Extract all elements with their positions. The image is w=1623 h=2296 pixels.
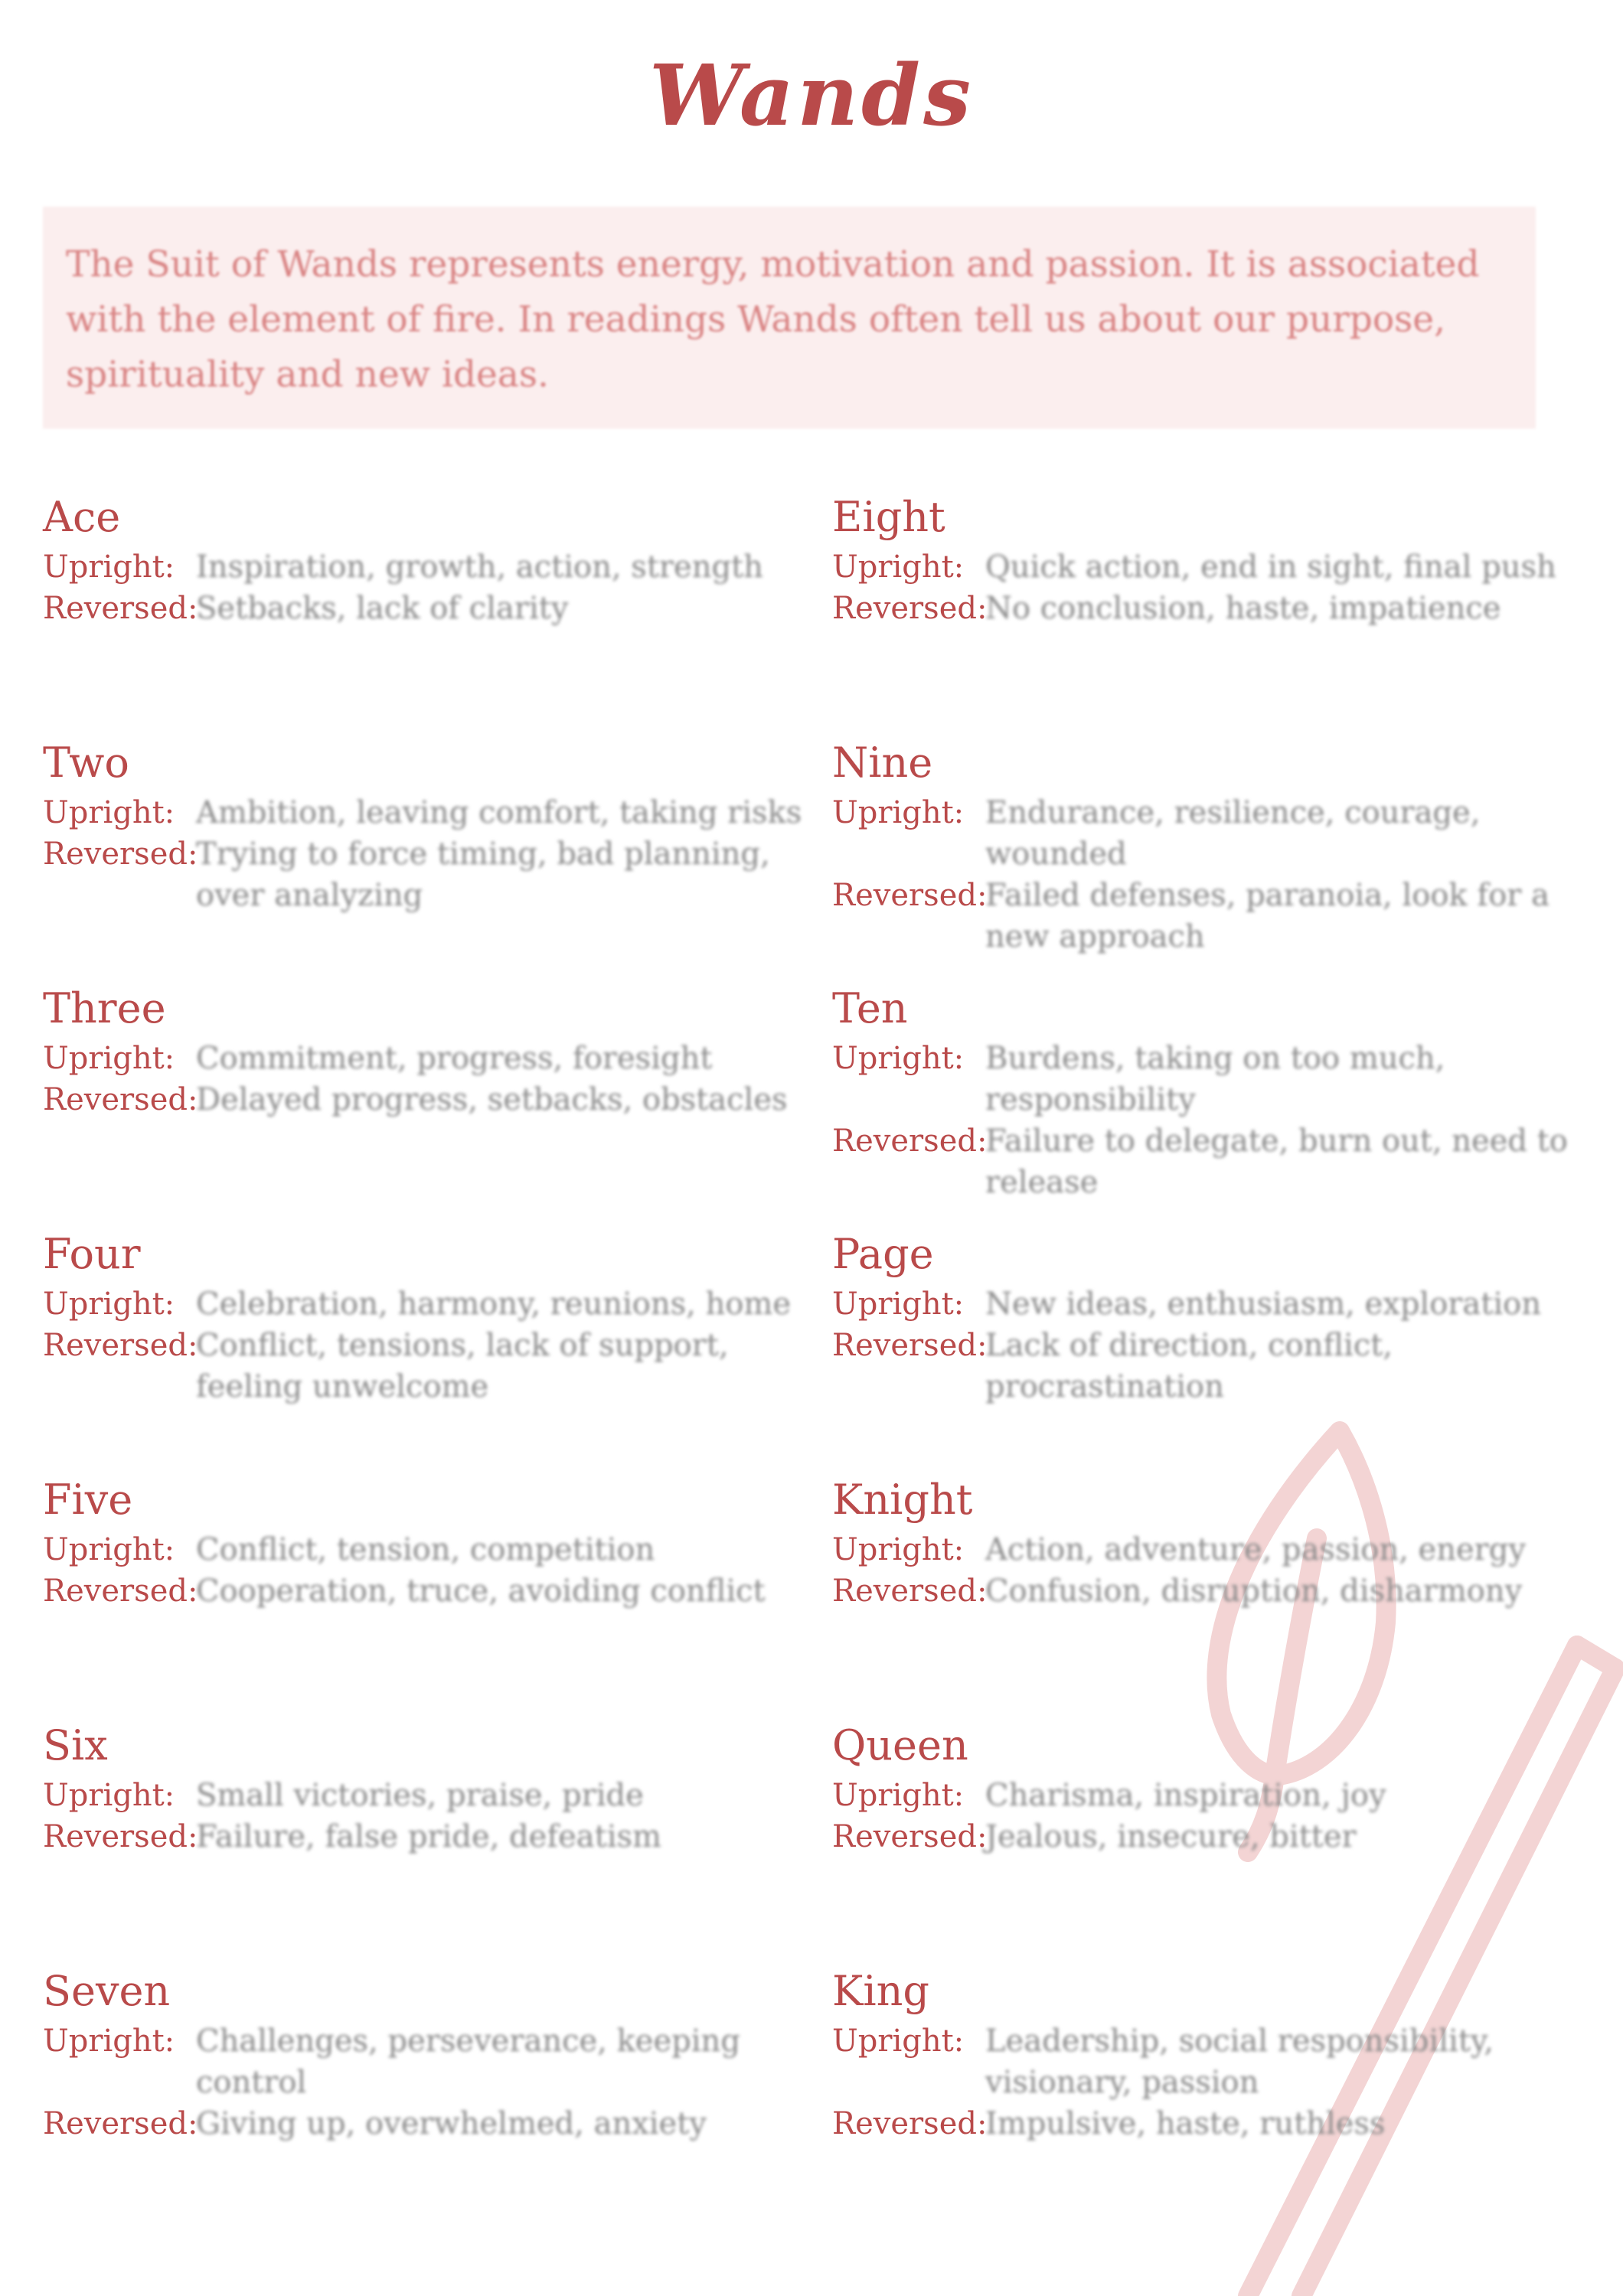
reversed-meaning: Jealous, insecure, bitter <box>985 1819 1357 1854</box>
card-name: King <box>832 1967 929 2015</box>
reversed-row <box>832 588 1605 629</box>
reversed-meaning: No conclusion, haste, impatience <box>985 591 1501 626</box>
reversed-label: Reversed: <box>832 2106 988 2141</box>
card-nine <box>832 735 1605 981</box>
card-four <box>43 1227 808 1473</box>
card-name: Five <box>43 1476 133 1524</box>
card-name: Four <box>43 1230 141 1278</box>
upright-row <box>43 1775 808 1816</box>
upright-row <box>43 1038 808 1079</box>
reversed-label: Reversed: <box>43 2106 198 2141</box>
upright-meaning: Leadership, social responsibility, visionary, passion <box>985 2024 1494 2100</box>
reversed-row <box>43 1816 808 1857</box>
upright-label: Upright: <box>832 2024 965 2059</box>
reversed-label: Reversed: <box>43 1082 198 1117</box>
reversed-meaning: Giving up, overwhelmed, anxiety <box>196 2106 707 2141</box>
card-queen <box>832 1718 1605 1964</box>
upright-row <box>832 1529 1605 1570</box>
card-name: Eight <box>832 493 945 541</box>
upright-row <box>43 792 808 833</box>
card-ten <box>832 981 1605 1227</box>
reversed-label: Reversed: <box>43 1819 198 1854</box>
upright-label: Upright: <box>832 1287 965 1322</box>
suit-description: The Suit of Wands represents energy, motivation and passion. It is associated with the element of fire. In readings Wands often tell us about our purpose, spirituality and new ideas. <box>43 207 1536 429</box>
upright-meaning: Challenges, perseverance, keeping control <box>196 2024 740 2100</box>
page-title: Wands <box>648 46 975 145</box>
reversed-meaning: Failed defenses, paranoia, look for a new approach <box>985 878 1550 954</box>
card-name: Two <box>43 739 129 787</box>
reversed-meaning: Failure, false pride, defeatism <box>196 1819 661 1854</box>
card-name: Queen <box>832 1721 968 1769</box>
card-name: Six <box>43 1721 108 1769</box>
upright-label: Upright: <box>832 1532 965 1567</box>
card-name: Nine <box>832 739 933 787</box>
card-two <box>43 735 808 981</box>
right-card-column <box>832 490 1605 2210</box>
reversed-row <box>43 1079 808 1120</box>
upright-label: Upright: <box>832 795 965 830</box>
upright-row <box>832 792 1605 875</box>
reversed-row <box>43 1570 808 1612</box>
reversed-row <box>43 2103 808 2144</box>
card-six <box>43 1718 808 1964</box>
upright-meaning: Commitment, progress, foresight <box>196 1041 713 1076</box>
card-name: Knight <box>832 1476 973 1524</box>
reversed-meaning: Cooperation, truce, avoiding conflict <box>196 1574 766 1609</box>
card-ace <box>43 490 808 735</box>
upright-meaning: Burdens, taking on too much, responsibility <box>985 1041 1445 1117</box>
reversed-meaning: Delayed progress, setbacks, obstacles <box>196 1082 788 1117</box>
reversed-label: Reversed: <box>43 591 198 626</box>
upright-meaning: Charisma, inspiration, joy <box>985 1778 1386 1813</box>
upright-meaning: Small victories, praise, pride <box>196 1778 644 1813</box>
reversed-row <box>43 1325 808 1407</box>
reversed-row <box>832 875 1605 957</box>
upright-row <box>43 1283 808 1325</box>
upright-label: Upright: <box>43 1532 175 1567</box>
upright-label: Upright: <box>43 1041 175 1076</box>
reversed-row <box>832 2103 1605 2144</box>
reversed-meaning: Failure to delegate, burn out, need to release <box>985 1124 1568 1200</box>
card-name: Page <box>832 1230 934 1278</box>
card-name: Ten <box>832 984 908 1032</box>
reversed-row <box>832 1120 1605 1203</box>
upright-label: Upright: <box>43 1287 175 1322</box>
reversed-label: Reversed: <box>832 878 988 913</box>
upright-label: Upright: <box>832 1041 965 1076</box>
reversed-row <box>832 1570 1605 1612</box>
card-three <box>43 981 808 1227</box>
reversed-label: Reversed: <box>43 837 198 872</box>
upright-label: Upright: <box>43 2024 175 2059</box>
upright-meaning: Endurance, resilience, courage, wounded <box>985 795 1481 872</box>
upright-meaning: Inspiration, growth, action, strength <box>196 550 763 585</box>
card-name: Ace <box>43 493 121 541</box>
reversed-label: Reversed: <box>43 1328 198 1363</box>
reversed-row <box>43 833 808 916</box>
reversed-row <box>43 588 808 629</box>
card-seven <box>43 1964 808 2210</box>
reversed-label: Reversed: <box>43 1574 198 1609</box>
upright-meaning: Conflict, tension, competition <box>196 1532 655 1567</box>
card-name: Three <box>43 984 166 1032</box>
upright-meaning: Quick action, end in sight, final push <box>985 550 1556 585</box>
left-card-column <box>43 490 808 2210</box>
card-king <box>832 1964 1605 2210</box>
card-eight <box>832 490 1605 735</box>
reversed-label: Reversed: <box>832 591 988 626</box>
reversed-meaning: Trying to force timing, bad planning, over analyzing <box>196 837 770 913</box>
upright-meaning: Action, adventure, passion, energy <box>985 1532 1526 1567</box>
upright-row <box>43 1529 808 1570</box>
upright-meaning: Ambition, leaving comfort, taking risks <box>196 795 802 830</box>
card-page <box>832 1227 1605 1473</box>
reversed-meaning: Setbacks, lack of clarity <box>196 591 569 626</box>
upright-label: Upright: <box>43 795 175 830</box>
upright-row <box>832 1283 1605 1325</box>
upright-row <box>832 546 1605 588</box>
reversed-label: Reversed: <box>832 1819 988 1854</box>
upright-row <box>832 1775 1605 1816</box>
reversed-meaning: Confusion, disruption, disharmony <box>985 1574 1523 1609</box>
upright-label: Upright: <box>43 550 175 585</box>
upright-row <box>43 546 808 588</box>
upright-label: Upright: <box>43 1778 175 1813</box>
reversed-meaning: Conflict, tensions, lack of support, feeling unwelcome <box>196 1328 729 1404</box>
reversed-row <box>832 1325 1605 1407</box>
upright-label: Upright: <box>832 1778 965 1813</box>
upright-row <box>832 1038 1605 1120</box>
upright-label: Upright: <box>832 550 965 585</box>
reversed-meaning: Impulsive, haste, ruthless <box>985 2106 1386 2141</box>
upright-meaning: New ideas, enthusiasm, exploration <box>985 1287 1541 1322</box>
reversed-label: Reversed: <box>832 1574 988 1609</box>
upright-row <box>832 2020 1605 2103</box>
card-name: Seven <box>43 1967 171 2015</box>
reversed-label: Reversed: <box>832 1328 988 1363</box>
reversed-label: Reversed: <box>832 1124 988 1159</box>
card-knight <box>832 1473 1605 1718</box>
reversed-row <box>832 1816 1605 1857</box>
upright-row <box>43 2020 808 2103</box>
card-five <box>43 1473 808 1718</box>
reversed-meaning: Lack of direction, conflict, procrastination <box>985 1328 1393 1404</box>
upright-meaning: Celebration, harmony, reunions, home <box>196 1287 792 1322</box>
